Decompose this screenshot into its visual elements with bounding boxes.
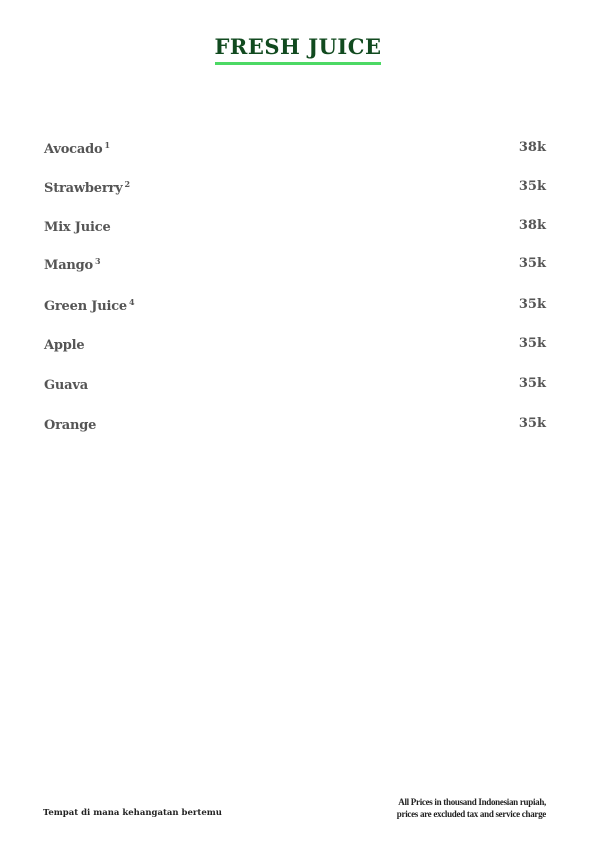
menu-item-mix-juice <box>44 218 546 238</box>
menu-title-block <box>0 34 596 65</box>
menu-title: FRESH JUICE <box>215 34 382 65</box>
item-footnote: 1 <box>104 140 110 150</box>
item-footnote: 2 <box>124 179 130 189</box>
item-price: 35k <box>518 179 546 194</box>
item-price: 35k <box>518 256 546 271</box>
item-name: Mix Juice <box>44 220 111 235</box>
menu-item-strawberry <box>44 179 546 199</box>
menu-item-apple <box>44 336 546 356</box>
item-name: Mango $^3$ <box>44 256 101 273</box>
item-price: 35k <box>518 416 546 431</box>
item-name: Green Juice $^4$ <box>44 297 135 314</box>
footer-tagline: Tempat di mana kehangatan bertemu <box>43 808 222 818</box>
menu-item-mango <box>44 256 546 276</box>
item-price: 38k <box>518 218 546 233</box>
item-name: Avocado $^1$ <box>44 140 110 157</box>
menu-item-orange <box>44 416 546 436</box>
item-price: 38k <box>518 140 546 155</box>
item-price: 35k <box>518 376 546 391</box>
item-name: Apple <box>44 338 85 353</box>
item-price: 35k <box>518 297 546 312</box>
item-price: 35k <box>518 336 546 351</box>
menu-item-guava <box>44 376 546 396</box>
menu-item-avocado <box>44 140 546 160</box>
item-footnote: 4 <box>129 297 135 307</box>
price-note-line-2: prices are excluded tax and service charge <box>396 809 546 819</box>
price-note-line-1: All Prices in thousand Indonesian rupiah, <box>398 797 546 807</box>
item-name: Guava <box>44 378 88 393</box>
footer-price-note <box>397 796 546 820</box>
item-footnote: 3 <box>95 256 101 266</box>
menu-item-green-juice <box>44 297 546 317</box>
item-name: Orange <box>44 418 97 433</box>
item-name: Strawberry $^2$ <box>44 179 130 196</box>
